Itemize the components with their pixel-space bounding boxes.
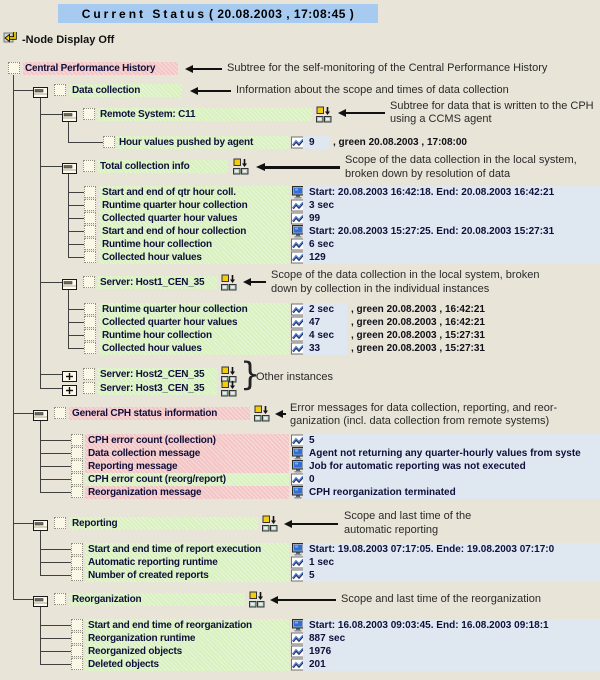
node-display-toggle-icon[interactable] — [3, 31, 18, 50]
annotation-arrow-line — [277, 599, 336, 601]
value-text-start-end-qtr-hour-coll: Start: 20.08.2003 16:42:18. End: 20.08.2003 16:42:21 — [309, 187, 555, 198]
value-text-reporting-message: Job for automatic reporting was not executed — [309, 461, 526, 472]
tree-connector-line — [68, 244, 84, 245]
tree-connector-line — [40, 531, 41, 575]
node-label-cph-error-count-reorg-report[interactable]: CPH error count (reorg/report) — [88, 474, 226, 485]
node-label-host1-collected-quarter-hour[interactable]: Collected quarter hour values — [102, 317, 238, 328]
collapse-node-icon[interactable] — [33, 518, 48, 536]
tree-connector-line — [40, 625, 71, 626]
tree-connector-line — [40, 549, 71, 550]
status-checkbox-icon[interactable] — [84, 316, 96, 328]
status-text-host1-collected-hour: , green 20.08.2003 , 15:27:31 — [351, 343, 485, 354]
status-text-host1-runtime-hour: , green 20.08.2003 , 15:27:31 — [351, 330, 485, 341]
status-checkbox-icon[interactable] — [83, 368, 95, 380]
tree-connector-line — [40, 562, 71, 563]
value-text-collected-quarter-hour-values: 99 — [309, 213, 321, 224]
tree-connector-line — [40, 440, 71, 441]
node-label-host1-collected-hour[interactable]: Collected hour values — [102, 343, 202, 354]
tree-connector-line — [40, 638, 71, 639]
annotation-arrow-line — [282, 413, 286, 415]
status-checkbox-icon[interactable] — [84, 303, 96, 315]
status-checkbox-icon[interactable] — [8, 62, 20, 74]
status-checkbox-icon[interactable] — [83, 382, 95, 394]
status-checkbox-icon[interactable] — [84, 225, 96, 237]
node-label-reorganization[interactable]: Reorganization — [72, 594, 142, 605]
tree-connector-line — [13, 75, 14, 599]
value-text-cph-error-count-collection: 5 — [309, 435, 315, 446]
node-label-data-collection[interactable]: Data collection — [72, 85, 141, 96]
annotation-text-reporting-1: automatic reporting — [344, 524, 439, 536]
annotation-text-total-collection-info-1: broken down by resolution of data — [345, 168, 511, 180]
node-label-data-collection-message[interactable]: Data collection message — [88, 448, 201, 459]
tree-connector-line — [13, 413, 33, 414]
value-text-host1-collected-quarter-hour: 47 — [309, 317, 321, 328]
tree-connector-line — [40, 166, 62, 167]
tree-connector-line — [68, 290, 69, 348]
value-field-collected-quarter-hour-values[interactable] — [303, 212, 600, 225]
value-field-collected-hour-values[interactable] — [303, 251, 600, 264]
tree-connector-line — [68, 205, 84, 206]
tree-connector-line — [13, 599, 33, 600]
other-instances-label: Other instances — [256, 371, 334, 383]
status-checkbox-icon[interactable] — [71, 658, 83, 670]
status-text-hour-values-pushed-by-agent: , green 20.08.2003 , 17:08:00 — [333, 137, 467, 148]
status-checkbox-icon[interactable] — [84, 212, 96, 224]
tree-connector-line — [68, 231, 84, 232]
tree-connector-line — [40, 479, 71, 480]
value-field-reorganized-objects[interactable] — [303, 645, 600, 658]
tree-connector-line — [68, 348, 84, 349]
value-text-start-end-report-execution: Start: 19.08.2003 07:17:05. Ende: 19.08.2003 07:17:0 — [309, 544, 555, 555]
node-label-deleted-objects[interactable]: Deleted objects — [88, 659, 159, 670]
collapse-node-icon[interactable] — [33, 85, 48, 103]
status-checkbox-icon[interactable] — [103, 136, 115, 148]
value-field-number-of-created-reports[interactable] — [303, 569, 600, 582]
node-label-start-end-qtr-hour-coll[interactable]: Start and end of qtr hour coll. — [102, 187, 236, 198]
tree-connector-line — [40, 492, 71, 493]
tree-connector-line — [40, 651, 71, 652]
collapse-node-icon[interactable] — [33, 594, 48, 612]
annotation-arrow-line — [291, 523, 338, 525]
node-label-server-host2[interactable]: Server: Host2_CEN_35 — [100, 369, 205, 380]
value-field-hour-values-pushed-by-agent[interactable] — [303, 136, 329, 149]
tree-connector-line — [68, 322, 84, 323]
annotation-arrow-line — [345, 112, 385, 114]
annotation-text-reorganization-0: Scope and last time of the reorganization — [341, 593, 541, 605]
tree-connector-line — [40, 575, 71, 576]
value-text-reorganized-objects: 1976 — [309, 646, 332, 657]
annotation-arrow-line — [250, 281, 266, 283]
tree-connector-line — [40, 97, 41, 388]
node-label-collected-hour-values[interactable]: Collected hour values — [102, 252, 202, 263]
node-label-start-end-reorganization[interactable]: Start and end time of reorganization — [88, 620, 252, 631]
status-checkbox-icon[interactable] — [71, 632, 83, 644]
annotation-text-remote-system-c11-1: using a CCMS agent — [390, 113, 492, 125]
annotation-text-central-performance-history-0: Subtree for the self-monitoring of the Central Performance History — [227, 62, 548, 74]
node-label-host1-runtime-quarter-hour[interactable]: Runtime quarter hour collection — [102, 304, 248, 315]
tree-connector-line — [68, 309, 84, 310]
node-label-runtime-hour-collection[interactable]: Runtime hour collection — [102, 239, 212, 250]
status-checkbox-icon[interactable] — [71, 543, 83, 555]
display-subtree-icon[interactable] — [249, 591, 265, 613]
status-checkbox-icon[interactable] — [54, 593, 66, 605]
tree-connector-line — [68, 192, 84, 193]
status-checkbox-icon[interactable] — [84, 186, 96, 198]
value-text-host1-runtime-hour: 4 sec — [309, 330, 335, 341]
node-label-number-of-created-reports[interactable]: Number of created reports — [88, 570, 209, 581]
value-field-cph-error-count-collection[interactable] — [303, 434, 600, 447]
value-text-reorganization-runtime: 887 sec — [309, 633, 346, 644]
annotation-text-general-cph-status-information-0: Error messages for data collection, reporting, and reor- — [290, 402, 558, 414]
status-checkbox-icon[interactable] — [84, 199, 96, 211]
display-subtree-icon[interactable] — [254, 405, 270, 427]
node-label-start-end-report-execution[interactable]: Start and end time of report execution — [88, 544, 261, 555]
status-text-host1-runtime-quarter-hour: , green 20.08.2003 , 16:42:21 — [351, 304, 485, 315]
node-display-label: -Node Display Off — [22, 34, 115, 46]
tree-connector-line — [40, 453, 71, 454]
value-text-start-end-hour-collection: Start: 20.08.2003 15:27:25. End: 20.08.2003 15:27:31 — [309, 226, 555, 237]
tree-connector-line — [68, 218, 84, 219]
node-display-legend — [3, 32, 114, 48]
status-checkbox-icon[interactable] — [83, 160, 95, 172]
status-checkbox-icon[interactable] — [71, 619, 83, 631]
annotation-text-remote-system-c11-0: Subtree for data that is written to the CPH — [390, 100, 594, 112]
annotation-arrow-line — [197, 90, 231, 92]
annotation-text-server-host1-0: Scope of the data collection in the local system, broken — [271, 269, 540, 281]
node-label-general-cph-status-information[interactable]: General CPH status information — [72, 408, 218, 419]
tree-connector-line — [40, 114, 62, 115]
status-checkbox-icon[interactable] — [71, 447, 83, 459]
expand-node-icon[interactable] — [62, 383, 77, 401]
collapse-node-icon[interactable] — [33, 408, 48, 426]
value-field-cph-error-count-reorg-report[interactable] — [303, 473, 600, 486]
node-label-collected-quarter-hour-values[interactable]: Collected quarter hour values — [102, 213, 238, 224]
annotation-text-server-host1-1: down by collection in the individual instances — [271, 283, 490, 295]
status-checkbox-icon[interactable] — [71, 486, 83, 498]
status-checkbox-icon[interactable] — [84, 251, 96, 263]
status-checkbox-icon[interactable] — [84, 329, 96, 341]
value-text-deleted-objects: 201 — [309, 659, 326, 670]
other-instances-brace: } — [240, 355, 261, 393]
node-label-remote-system-c11[interactable]: Remote System: C11 — [100, 109, 196, 120]
header-datetime: ( 20.08.2003 , 17:08:45 ) — [209, 6, 355, 21]
status-checkbox-icon[interactable] — [71, 434, 83, 446]
status-checkbox-icon[interactable] — [83, 276, 95, 288]
tree-connector-line — [40, 607, 41, 664]
value-text-runtime-quarter-hour-collection: 3 sec — [309, 200, 335, 211]
annotation-text-data-collection-0: Information about the scope and times of data collection — [236, 84, 509, 96]
node-label-runtime-quarter-hour-collection[interactable]: Runtime quarter hour collection — [102, 200, 248, 211]
current-status-header — [58, 4, 378, 23]
value-field-reorganization-runtime[interactable] — [303, 632, 600, 645]
display-subtree-icon[interactable] — [316, 106, 332, 128]
node-label-hour-values-pushed-by-agent[interactable]: Hour values pushed by agent — [119, 137, 254, 148]
tree-connector-line — [13, 90, 33, 91]
node-label-automatic-reporting-runtime[interactable]: Automatic reporting runtime — [88, 557, 218, 568]
value-text-cph-error-count-reorg-report: 0 — [309, 474, 315, 485]
annotation-text-reporting-0: Scope and last time of the — [344, 510, 472, 522]
status-checkbox-icon[interactable] — [84, 342, 96, 354]
tree-connector-line — [40, 374, 62, 375]
value-text-number-of-created-reports: 5 — [309, 570, 315, 581]
annotation-text-general-cph-status-information-1: ganization (incl. data collection from remote systems) — [290, 415, 550, 427]
annotation-arrow-line — [192, 68, 222, 70]
value-field-automatic-reporting-runtime[interactable] — [303, 556, 600, 569]
tree-connector-line — [40, 466, 71, 467]
status-checkbox-icon[interactable] — [71, 473, 83, 485]
node-label-cph-error-count-collection[interactable]: CPH error count (collection) — [88, 435, 216, 446]
node-label-reporting-message[interactable]: Reporting message — [88, 461, 178, 472]
status-checkbox-icon[interactable] — [83, 108, 95, 120]
node-label-reorganization-runtime[interactable]: Reorganization runtime — [88, 633, 196, 644]
tree-connector-line — [68, 257, 84, 258]
annotation-arrow-line — [264, 166, 340, 169]
node-label-reorganization-message[interactable]: Reorganization message — [88, 487, 202, 498]
node-label-server-host3[interactable]: Server: Host3_CEN_35 — [100, 383, 205, 394]
status-checkbox-icon[interactable] — [71, 569, 83, 581]
display-subtree-icon[interactable] — [221, 380, 237, 402]
tree-connector-line — [40, 388, 62, 389]
status-checkbox-icon[interactable] — [84, 238, 96, 250]
node-label-start-end-hour-collection[interactable]: Start and end of hour collection — [102, 226, 247, 237]
status-checkbox-icon[interactable] — [71, 645, 83, 657]
value-text-reorganization-message: CPH reorganization terminated — [309, 487, 456, 498]
display-subtree-icon[interactable] — [221, 274, 237, 296]
node-label-total-collection-info[interactable]: Total collection info — [100, 161, 190, 172]
status-checkbox-icon[interactable] — [71, 460, 83, 472]
value-text-collected-hour-values: 129 — [309, 252, 326, 263]
value-text-start-end-reorganization: Start: 16.08.2003 09:03:45. End: 16.08.2003 09:18:1 — [309, 620, 549, 631]
value-field-deleted-objects[interactable] — [303, 658, 600, 671]
collapse-node-icon[interactable] — [62, 277, 77, 295]
status-checkbox-icon[interactable] — [71, 556, 83, 568]
collapse-node-icon[interactable] — [62, 161, 77, 179]
collapse-node-icon[interactable] — [62, 109, 77, 127]
tree-connector-line — [68, 142, 103, 143]
value-field-runtime-hour-collection[interactable] — [303, 238, 600, 251]
node-label-reporting[interactable]: Reporting — [72, 518, 118, 529]
value-text-data-collection-message: Agent not returning any quarter-hourly values from syste — [309, 448, 581, 459]
value-text-runtime-hour-collection: 6 sec — [309, 239, 335, 250]
header-title: Current Status — [81, 6, 208, 21]
tree-connector-line — [40, 282, 62, 283]
annotation-text-total-collection-info-0: Scope of the data collection in the local system, — [345, 154, 577, 166]
tree-connector-line — [40, 664, 71, 665]
display-subtree-icon[interactable] — [262, 515, 278, 537]
status-checkbox-icon[interactable] — [54, 84, 66, 96]
display-subtree-icon[interactable] — [233, 158, 249, 180]
node-label-host1-runtime-hour[interactable]: Runtime hour collection — [102, 330, 212, 341]
status-checkbox-icon[interactable] — [54, 407, 66, 419]
value-text-hour-values-pushed-by-agent: 9 — [309, 137, 315, 148]
node-label-central-performance-history[interactable]: Central Performance History — [25, 63, 156, 74]
status-text-host1-collected-quarter-hour: , green 20.08.2003 , 16:42:21 — [351, 317, 485, 328]
tree-connector-line — [68, 335, 84, 336]
value-text-automatic-reporting-runtime: 1 sec — [309, 557, 335, 568]
tree-connector-line — [13, 523, 33, 524]
tree-connector-line — [40, 421, 41, 492]
status-checkbox-icon[interactable] — [54, 517, 66, 529]
value-text-host1-runtime-quarter-hour: 2 sec — [309, 304, 335, 315]
node-label-server-host1[interactable]: Server: Host1_CEN_35 — [100, 277, 205, 288]
value-field-runtime-quarter-hour-collection[interactable] — [303, 199, 600, 212]
value-text-host1-collected-hour: 33 — [309, 343, 321, 354]
node-label-reorganized-objects[interactable]: Reorganized objects — [88, 646, 182, 657]
